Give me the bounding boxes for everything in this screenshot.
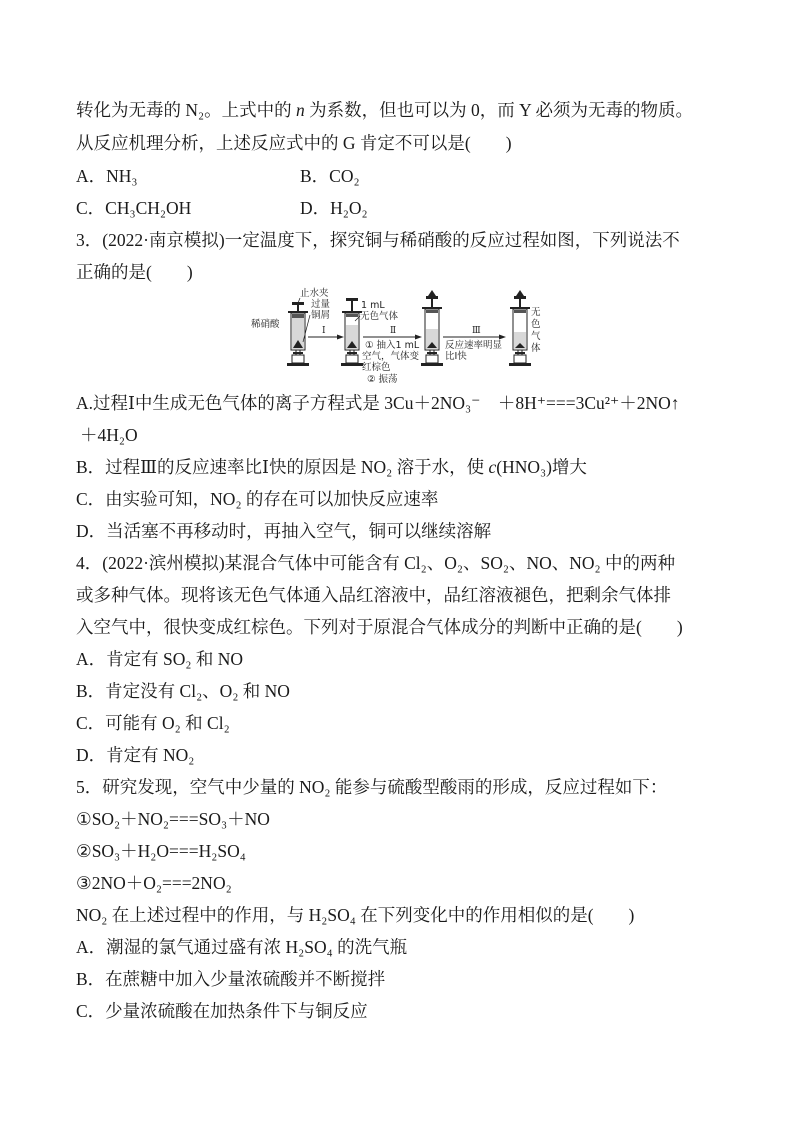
syringe-apparatus-2 xyxy=(341,298,363,366)
label-copper-scraps: 铜屑 xyxy=(311,310,331,321)
q5-stem-line-2: NO₂ 在上述过程中的作用，与 H₂SO₄ 在下列变化中的作用相似的是( ) xyxy=(76,905,635,925)
q5-option-b: B．在蔗糖中加入少量浓硫酸并不断搅拌 xyxy=(76,969,386,989)
final-gas-label-char-3: 气 xyxy=(531,331,541,342)
syringe-apparatus-3 xyxy=(421,290,443,366)
label-excess: 过量 xyxy=(311,299,331,310)
q5-option-c: C．少量浓硫酸在加热条件下与铜反应 xyxy=(76,1001,368,1021)
q3-stem-line-1: 3．(2022·南京模拟)一定温度下，探究铜与稀硝酸的反应过程如图，下列说法不 xyxy=(76,230,680,250)
q5-option-a: A．潮湿的氯气通过盛有浓 H₂SO₄ 的洗气瓶 xyxy=(76,937,408,957)
step-2-note-line-1: ① 抽入1 mL xyxy=(365,340,420,351)
q2-option-a: A．NH₃ xyxy=(76,166,138,186)
label-colorless-gas: 无色气体 xyxy=(360,311,399,322)
q4-option-a: A．肯定有 SO₂ 和 NO xyxy=(76,649,244,669)
q3-option-d: D．当活塞不再移动时，再抽入空气，铜可以继续溶解 xyxy=(76,521,492,541)
q3-option-b-part-a: B．过程Ⅲ的反应速率比Ⅰ快的原因是 NO₂ 溶于水，使 xyxy=(76,457,489,477)
q2-text-line-1 xyxy=(76,99,693,121)
final-gas-label-char-4: 体 xyxy=(531,343,541,354)
q3-option-a-line-1: A.过程Ⅰ中生成无色气体的离子方程式是 3Cu＋2NO₃⁻ ＋8H⁺===3Cu²⁺＋2NO↑ xyxy=(76,393,680,413)
q5-equation-2: ②SO₃＋H₂O===H₂SO₄ xyxy=(76,841,246,861)
q3-option-b xyxy=(76,456,587,478)
step-3-note-line-2: 比Ⅰ快 xyxy=(445,351,467,362)
q3-option-a-line-2: ＋4H₂O xyxy=(80,425,138,445)
q2-line1-part-a: 转化为无毒的 N₂。上式中的 xyxy=(76,100,296,120)
step-2-note-line-4: ② 振荡 xyxy=(367,374,398,385)
q5-equation-1: ①SO₂＋NO₂===SO₃＋NO xyxy=(76,809,270,829)
step-2-note-line-2: 空气，气体变 xyxy=(362,351,420,362)
arrow-step-1 xyxy=(308,335,344,340)
q3-experiment-figure xyxy=(240,284,550,390)
q4-stem-line-3: 入空气中，很快变成红棕色。下列对于原混合气体成分的判断中正确的是( ) xyxy=(76,617,683,637)
label-stop-clamp: 止水夹 xyxy=(300,288,329,299)
q4-stem-line-2: 或多种气体。现将该无色气体通入品红溶液中，品红溶液褪色，把剩余气体排 xyxy=(76,585,671,605)
q2-text-line-2: 从反应机理分析，上述反应式中的 G 肯定不可以是( ) xyxy=(76,133,512,153)
syringe-apparatus-1 xyxy=(287,302,309,366)
q2-line1-variable: n xyxy=(296,100,305,120)
q3-option-b-variable: c xyxy=(488,457,497,477)
q2-line1-part-b: 为系数，但也可以为 0，而 Y 必须为无毒的物质。 xyxy=(304,100,693,120)
q4-option-c: C．可能有 O₂ 和 Cl₂ xyxy=(76,713,230,733)
label-step-2: Ⅱ xyxy=(390,326,397,336)
label-dilute-nitric-acid: 稀硝酸 xyxy=(251,319,280,330)
q5-stem-line-1: 5．研究发现，空气中少量的 NO₂ 能参与硫酸型酸雨的形成，反应过程如下： xyxy=(76,777,668,797)
q3-stem-line-2: 正确的是( ) xyxy=(76,262,193,282)
label-step-1: Ⅰ xyxy=(322,326,326,336)
q2-option-c: C．CH₃CH₂OH xyxy=(76,198,192,218)
q4-option-b: B．肯定没有 Cl₂、O₂ 和 NO xyxy=(76,681,290,701)
q2-option-b: B．CO₂ xyxy=(300,166,360,186)
q5-equation-3: ③2NO＋O₂===2NO₂ xyxy=(76,873,232,893)
q2-option-d: D．H₂O₂ xyxy=(300,198,368,218)
q4-stem-line-1: 4．(2022·滨州模拟)某混合气体中可能含有 Cl₂、O₂、SO₂、NO、NO₂ 中的两种 xyxy=(76,553,675,573)
label-step-3: Ⅲ xyxy=(472,326,481,336)
q4-option-d: D．肯定有 NO₂ xyxy=(76,745,195,765)
syringe-apparatus-4 xyxy=(509,290,531,366)
step-3-note-line-1: 反应速率明显 xyxy=(445,340,503,351)
step-2-note-line-3: 红棕色 xyxy=(362,362,391,373)
final-gas-label-char-2: 色 xyxy=(531,319,541,330)
final-gas-label-char-1: 无 xyxy=(531,307,541,318)
q3-option-c: C．由实验可知，NO₂ 的存在可以加快反应速率 xyxy=(76,489,439,509)
label-gas-volume: 1 mL xyxy=(361,300,385,311)
q3-option-b-part-b: (HNO₃)增大 xyxy=(496,457,587,477)
